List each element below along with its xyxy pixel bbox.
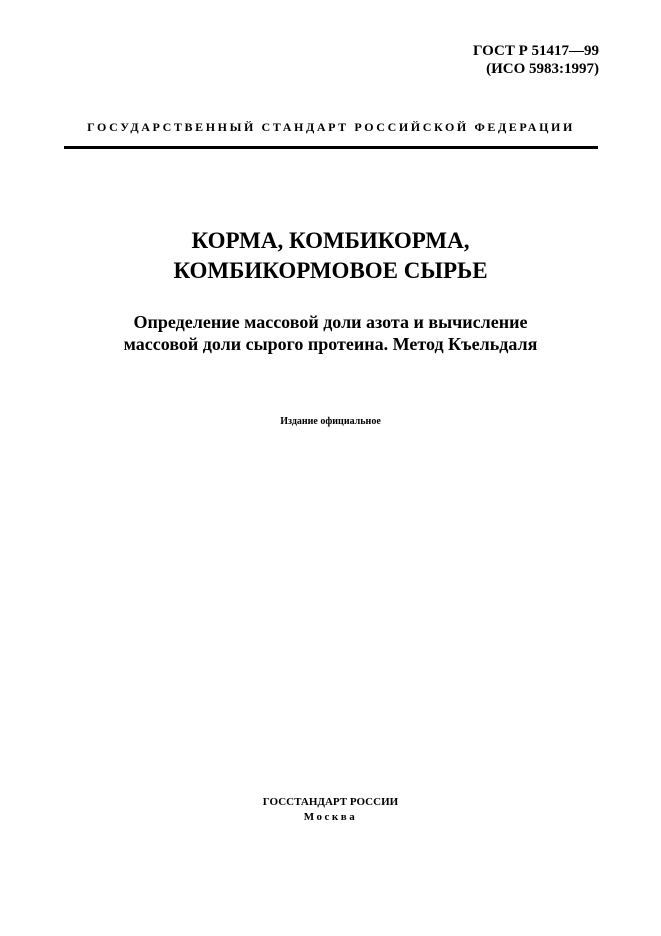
state-standard-heading: ГОСУДАРСТВЕННЫЙ СТАНДАРТ РОССИЙСКОЙ ФЕДЕРАЦИИ: [87, 120, 575, 134]
publisher-block: [0, 795, 661, 825]
publisher-name: ГОССТАНДАРТ РОССИИ: [262, 796, 399, 808]
document-title-line-1: КОРМА, КОМБИКОРМА,: [191, 228, 470, 253]
iso-reference: (ИСО 5983:1997): [486, 61, 599, 77]
document-title-line-2: КОМБИКОРМОВОЕ СЫРЬЕ: [173, 258, 488, 283]
document-subtitle-line-1: Определение массовой доли азота и вычисление: [133, 312, 528, 332]
edition-note: Издание официальное: [280, 416, 381, 427]
publisher-city: Москва: [303, 811, 358, 823]
document-title: [0, 226, 661, 286]
standard-number: ГОСТ Р 51417—99: [472, 43, 599, 59]
header-divider: [64, 146, 598, 149]
document-subtitle-line-2: массовой доли сырого протеина. Метод Къельдаля: [123, 334, 538, 354]
document-subtitle: [0, 311, 661, 355]
standard-number-block: [473, 42, 599, 78]
